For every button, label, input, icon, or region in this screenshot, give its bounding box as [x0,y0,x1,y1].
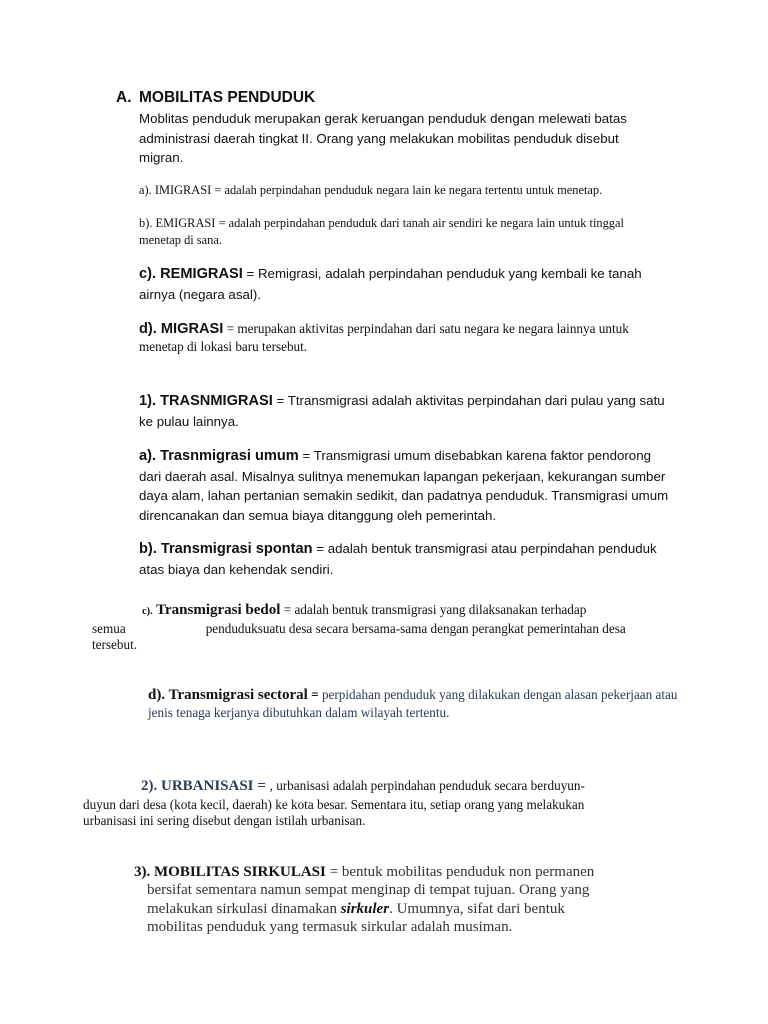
bedol-text2b: penduduksuatu desa secara bersama-sama dengan perangkat pemerintahan desa [205,621,626,636]
item-transmigrasi-bedol-line1: c). Transmigrasi bedol = adalah bentuk transmigrasi yang dilaksanakan terhadap [142,602,587,618]
item-transmigrasi-umum: a). Trasnmigrasi umum = Transmigrasi umum disebabkan karena faktor pendorong dari daerah asal. Misalnya sulitnya menemukan lapangan pekerjaan, kekurangan sumber daya alam, lahan pertanian semakin sedikit, dan padatnya penduduk. Transmigrasi umum direncanakan dan semua biaya ditanggung oleh pemerintah. [139,448,669,523]
imigrasi-text: adalah perpindahan penduduk negara lain ke negara tertentu untuk menetap. [224,183,603,197]
transmigrasi-text: Ttransmigrasi adalah aktivitas perpindahan dari pulau yang satu ke pulau lainnya. [139,393,665,429]
emigrasi-text: adalah perpindahan penduduk dari tanah air sendiri ke negara lain untuk tinggal menetap di sana. [139,216,624,247]
sirkulasi-text4: mobilitas penduduk yang termasuk sirkular adalah musiman. [147,919,513,935]
urbanisasi-text2: duyun dari desa (kota kecil, daerah) ke kota besar. Sementara itu, setiap orang yang melakukan [83,797,585,812]
item-imigrasi: a). IMIGRASI = adalah perpindahan penduduk negara lain ke negara tertentu untuk menetap. [139,183,603,197]
item-transmigrasi-sectoral: d). Transmigrasi sectoral = perpidahan penduduk yang dilakukan dengan alasan pekerjaan atau jenis tenaga kerjanya dibutuhkan dalam wilayah tertentu. [148,687,678,720]
intro-paragraph: Moblitas penduduk merupakan gerak keruangan penduduk dengan melewati batas administrasi daerah tingkat II. Orang yang melakukan mobilitas penduduk disebut migran. [139,111,627,165]
item-emigrasi: b). EMIGRASI = adalah perpindahan penduduk dari tanah air sendiri ke negara lain untuk tinggal menetap di sana. [139,216,624,247]
sirkulasi-text3b: . Umumnya, sifat dari bentuk [389,901,565,917]
item-transmigrasi-spontan: b). Transmigrasi spontan = adalah bentuk transmigrasi atau perpindahan penduduk atas biaya dan kehendak sendiri. [139,541,657,577]
urbanisasi-label: 2). URBANISASI [141,778,254,794]
section-heading [116,89,315,107]
bedol-label: Transmigrasi bedol [156,602,281,618]
sectoral-label: d). Transmigrasi sectoral [148,687,308,703]
sirkulasi-text1: bentuk mobilitas penduduk non permanen [341,864,595,880]
remigrasi-text: Remigrasi, adalah perpindahan penduduk yang kembali ke tanah airnya (negara asal). [139,266,642,302]
sirkulasi-term: sirkuler [340,901,390,917]
sirkulasi-label: 3). MOBILITAS SIRKULASI [134,864,326,880]
emigrasi-label: b). EMIGRASI [139,216,216,230]
transmigrasi-label: 1). TRASNMIGRASI [139,393,273,409]
umum-text: Transmigrasi umum disebabkan karena faktor pendorong dari daerah asal. Misalnya sulitnya menemukan lapangan pekerjaan, kekurangan sumber daya alam, lahan pertanian semakin sedikit, dan padatnya penduduk. Transmigrasi umum direncanakan dan semua biaya ditanggung oleh pemerintah. [139,448,669,523]
item-sirkulasi-line1: 3). MOBILITAS SIRKULASI = bentuk mobilitas penduduk non permanen [134,864,595,880]
bedol-text2a: semua [92,621,126,636]
sectoral-text: perpidahan penduduk yang dilakukan dengan alasan pekerjaan atau jenis tenaga kerjanya dibutuhkan dalam wilayah tertentu. [148,687,678,720]
sirkulasi-line3 [147,900,707,918]
imigrasi-label: a). IMIGRASI [139,183,212,197]
umum-label: a). Trasnmigrasi umum [139,448,299,464]
item-remigrasi: c). REMIGRASI = Remigrasi, adalah perpindahan penduduk yang kembali ke tanah airnya (negara asal). [139,266,642,302]
urbanisasi-text3: urbanisasi ini sering disebut dengan istilah urbanisan. [83,813,366,828]
bedol-text3: tersebut. [92,637,138,652]
section-letter: A. [116,89,132,106]
migrasi-text: merupakan aktivitas perpindahan dari satu negara ke negara lainnya untuk menetap di lokasi baru tersebut. [139,321,629,354]
migrasi-label: d). MIGRASI [139,321,224,337]
item-migrasi: d). MIGRASI = merupakan aktivitas perpindahan dari satu negara ke negara lainnya untuk menetap di lokasi baru tersebut. [139,321,629,354]
spontan-label: b). Transmigrasi spontan [139,541,313,557]
remigrasi-label: c). REMIGRASI [139,266,243,282]
bedol-prefix: c). [142,606,153,617]
bedol-text1: adalah bentuk transmigrasi yang dilaksanakan terhadap [294,602,587,617]
spontan-text: adalah bentuk transmigrasi atau perpindahan penduduk atas biaya dan kehendak sendiri. [139,541,657,577]
item-transmigrasi: 1). TRASNMIGRASI = Ttransmigrasi adalah aktivitas perpindahan dari pulau yang satu ke pulau lainnya. [139,393,665,429]
item-urbanisasi-line1: 2). URBANISASI = , urbanisasi adalah perpindahan penduduk secara berduyun- [141,778,585,794]
sirkulasi-text3a: melakukan sirkulasi dinamakan [147,901,341,917]
section-title: MOBILITAS PENDUDUK [139,89,316,106]
sirkulasi-text2: bersifat sementara namun sempat menginap di tempat tujuan. Orang yang [147,882,590,898]
urbanisasi-text1: , urbanisasi adalah perpindahan penduduk secara berduyun- [269,778,585,793]
